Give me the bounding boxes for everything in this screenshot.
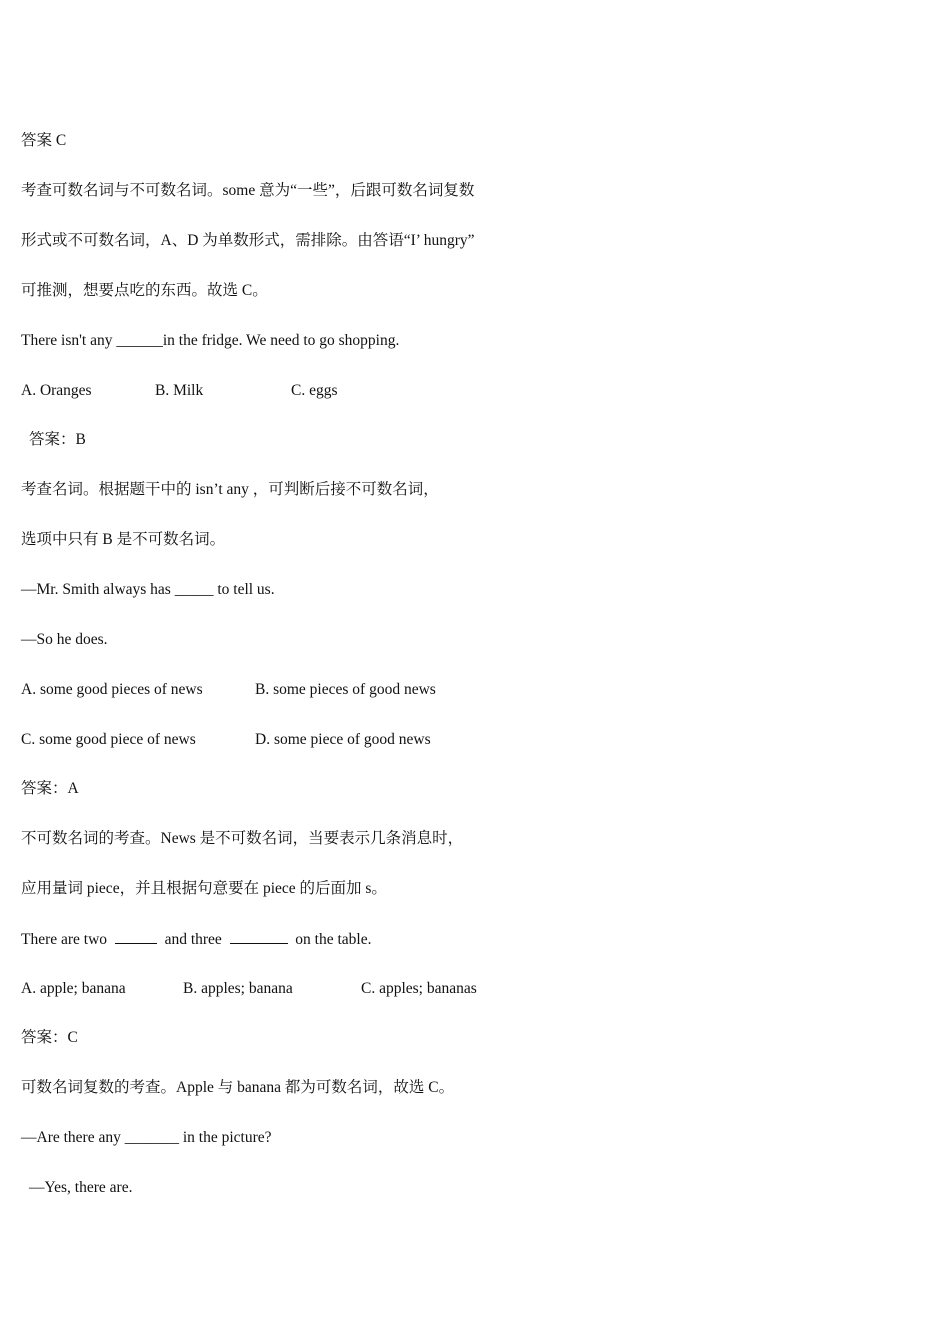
explanation-3-line-1: 不可数名词的考查。News 是不可数名词，当要表示几条消息时， [21,830,464,847]
explanation-1-line-2: 形式或不可数名词，A、D 为单数形式，需排除。由答语“I’ hungry” [21,232,475,249]
question-2: There isn't any ______in the fridge. We need to go shopping. [21,332,400,349]
question-4-part-3: on the table. [295,931,372,948]
explanation-1-line-1: 考查可数名词与不可数名词。some 意为“一些”，后跟可数名词复数 [21,182,475,199]
question-4-option-a: A. apple; banana [21,980,126,997]
answer-3: 答案：A [21,780,79,797]
question-3-line-2: —So he does. [21,631,108,648]
question-2-option-b: B. Milk [155,382,204,399]
answer-1: 答案 C [21,132,67,149]
question-5-line-1: —Are there any _______ in the picture? [21,1129,272,1146]
explanation-3-line-2: 应用量词 piece，并且根据句意要在 piece 的后面加 s。 [21,880,387,897]
explanation-2-line-1: 考查名词。根据题干中的 isn’t any ，可判断后接不可数名词， [21,481,439,498]
question-3-option-a: A. some good pieces of news [21,681,203,698]
question-3-option-b: B. some pieces of good news [255,681,436,698]
question-3-option-d: D. some piece of good news [255,731,431,748]
question-2-option-c: C. eggs [291,382,338,399]
explanation-1-line-3: 可推测，想要点吃的东西。故选 C。 [21,282,268,299]
question-5-line-2: —Yes, there are. [29,1179,133,1196]
question-2-option-a: A. Oranges [21,382,92,399]
question-3-line-1: —Mr. Smith always has _____ to tell us. [21,581,275,598]
question-4-part-1: There are two [21,931,108,948]
question-3-option-c: C. some good piece of news [21,731,196,748]
question-4 [21,929,371,950]
answer-2: 答案：B [29,431,86,448]
question-4-option-b: B. apples; banana [183,980,293,997]
explanation-4: 可数名词复数的考查。Apple 与 banana 都为可数名词，故选 C。 [21,1079,455,1096]
question-4-blank-1 [115,929,157,944]
answer-4: 答案：C [21,1029,78,1046]
explanation-2-line-2: 选项中只有 B 是不可数名词。 [21,531,226,548]
question-4-option-c: C. apples; bananas [361,980,477,997]
question-4-part-2: and three [164,931,222,948]
question-4-blank-2 [230,929,288,944]
